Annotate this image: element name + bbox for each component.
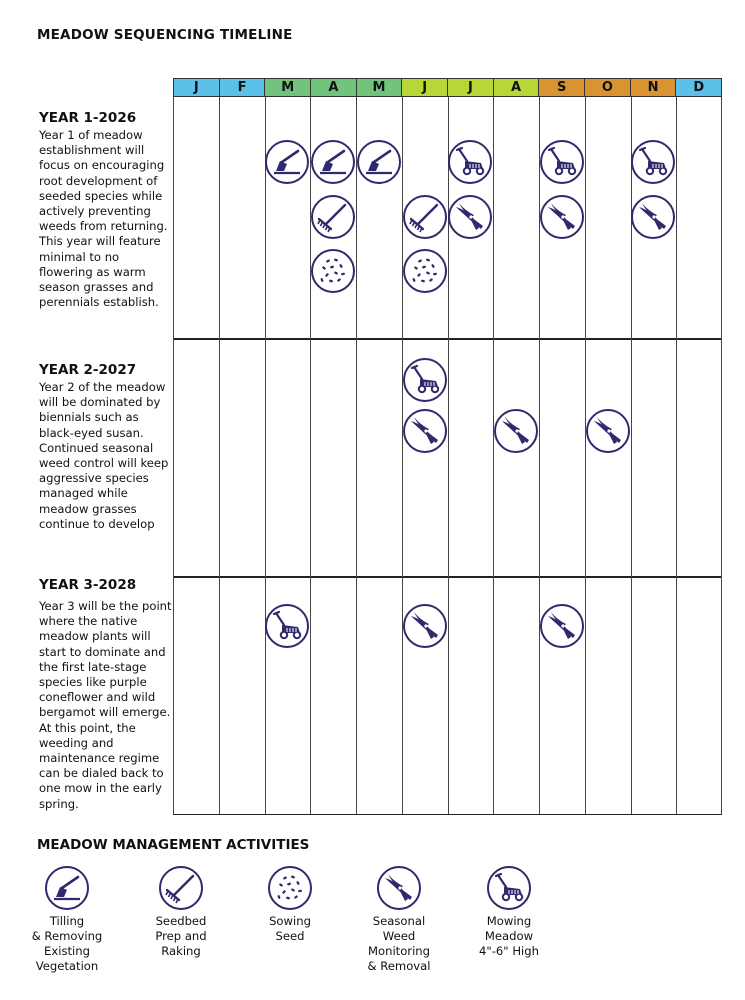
year-1-description: Year 1 of meadow establishment will focus on encouraging root development of seeded species while actively preventing weeds from returning. This year will feature minimal to no flowering as warm season grasses and perennials establish. [39,128,168,310]
month-cell: A [310,78,356,97]
seed-icon [311,249,355,293]
month-divider [310,97,311,814]
legend-item-raking [126,866,236,959]
pruner-icon [586,409,630,453]
year-3-description: Year 3 will be the point where the native meadow plants will start to dominate and the first late-stage species like purple coneflower and wild bergamot will emerge. At this point, the weeding and maintenance regime can be dialed back to one mow in the early spring. [39,599,172,811]
legend-item-mowing [454,866,564,959]
timeline-grid [173,97,722,815]
month-cell: O [584,78,630,97]
month-cell: J [447,78,493,97]
month-cell: F [219,78,265,97]
month-cell: A [493,78,539,97]
hoe-icon [311,140,355,184]
month-cell: S [538,78,584,97]
hoe-icon [265,140,309,184]
legend-label: Sowing Seed [269,914,311,943]
legend-label: Seedbed Prep and Raking [155,914,207,958]
rake-icon [403,195,447,239]
month-divider [219,97,220,814]
year-3-title: YEAR 3-2028 [39,577,137,593]
pruner-icon [377,866,421,910]
month-header [173,78,722,97]
legend-label: Tilling & Removing Existing Vegetation [31,914,103,973]
month-cell: M [264,78,310,97]
month-divider [585,97,586,814]
legend-item-tilling [12,866,122,974]
month-cell: J [173,78,219,97]
month-divider [676,97,677,814]
month-divider [631,97,632,814]
lawn-mower-icon [631,140,675,184]
pruner-icon [540,195,584,239]
year-3-block [39,577,173,812]
lawn-mower-icon [540,140,584,184]
pruner-icon [448,195,492,239]
month-divider [356,97,357,814]
month-divider [265,97,266,814]
seed-icon [268,866,312,910]
month-divider [448,97,449,814]
seed-icon [403,249,447,293]
pruner-icon [403,409,447,453]
pruner-icon [494,409,538,453]
pruner-icon [403,604,447,648]
hoe-icon [357,140,401,184]
pruner-icon [631,195,675,239]
legend-label: Mowing Meadow 4"-6" High [479,914,539,958]
legend-item-weeding [344,866,454,974]
year-2-title: YEAR 2-2027 [39,362,137,378]
rake-icon [311,195,355,239]
hoe-icon [45,866,89,910]
month-divider [493,97,494,814]
lawn-mower-icon [265,604,309,648]
month-divider [402,97,403,814]
page-title: MEADOW SEQUENCING TIMELINE [37,27,293,43]
year-2-block [39,362,173,532]
lawn-mower-icon [403,358,447,402]
month-cell: M [356,78,402,97]
month-divider [539,97,540,814]
year-1-block [39,110,173,310]
legend-title: MEADOW MANAGEMENT ACTIVITIES [37,837,310,853]
legend-label: Seasonal Weed Monitoring & Removal [367,914,431,973]
month-divider [173,97,174,814]
year-2-description: Year 2 of the meadow will be dominated by biennials such as black-eyed susan. Continued seasonal weed control will keep aggressive species managed while meadow grasses continue to develop [39,380,169,531]
month-cell: J [401,78,447,97]
lawn-mower-icon [448,140,492,184]
month-divider [721,97,722,814]
month-cell: N [630,78,676,97]
year-1-title: YEAR 1-2026 [39,110,137,126]
lawn-mower-icon [487,866,531,910]
rake-icon [159,866,203,910]
pruner-icon [540,604,584,648]
month-cell: D [675,78,722,97]
legend-item-seeding [235,866,345,944]
